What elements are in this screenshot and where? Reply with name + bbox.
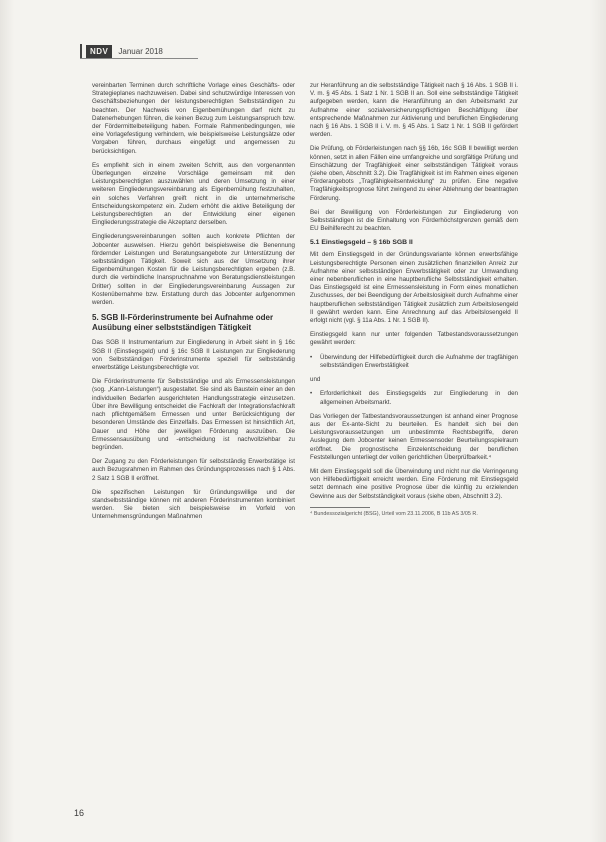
paragraph: Bei der Bewilligung von Förderleistungen zur Eingliederung von Selbstständigen ist die Einhaltung von Förderhöchstgrenzen gemäß dem EU Beihilferecht zu beachten.: [310, 208, 518, 233]
issue-date: Januar 2018: [118, 46, 163, 56]
footnote: ⁴ Bundessozialgericht (BSG), Urteil vom 23.11.2006, B 11b AS 3/05 R.: [310, 510, 478, 517]
header-rule: [80, 58, 198, 59]
paragraph: Einstiegsgeld kann nur unter folgenden Tatbestandsvoraussetzungen gewährt werden:: [310, 331, 518, 347]
right-column: [310, 82, 518, 518]
paragraph: Mit dem Einstiegsgeld soll die Überwindung und nicht nur die Verringerung von Hilfebedürftigkeit erreicht werden. Eine Förderung mit Einstiegsgeld setzt demnach eine positive Prognose über die künftig zu erzielenden Gewinne aus der Selbstständigkeit voraus (siehe oben, Abschnitt 3.2).: [310, 467, 518, 500]
ndv-logo: NDV: [86, 45, 112, 58]
header-bar: [80, 44, 82, 58]
section-heading-5: 5. SGB II-Förderinstrumente bei Aufnahme oder Ausübung einer selbstständigen Tätigkeit: [92, 313, 274, 332]
section-heading-5-1: 5.1 Einstiegsgeld – § 16b SGB II: [310, 239, 413, 247]
list-item: [310, 354, 518, 370]
list-item: [310, 390, 518, 406]
page-number: 16: [74, 808, 85, 818]
conjunction: und: [310, 376, 321, 384]
bullet-icon: •: [310, 390, 313, 398]
paragraph: Die spezifischen Leistungen für Gründungswillige und der standselbstständige können mit anderen Förderinstrumenten kombiniert werden. Sie bieten sich beispielsweise im Vorfeld von Unternehmensgründungen Maßnahmen: [92, 488, 295, 521]
paragraph: Eingliederungsvereinbarungen sollten auch konkrete Pflichten der Jobcenter auswelsen. Hierzu gehört beispielsweise die Benennung fördernder Leistungen und Beratungsangebote zur Unterstützung der selbstständigen Tätigkeit. Soweit sich aus der Umsetzung ihrer Eigenbemühungen Kosten für die Leistungsberechtigten ergeben (z.B. durch die verbindliche Inanspruchnahme von Beratungsdienstleistungen Dritter) sollten in der Eingliederungsvereinbarung Aussagen zur Kostenübernahme bzw. Erstattung durch das Jobcenter aufgenommen werden.: [92, 233, 295, 307]
prerequisite-list: [310, 390, 518, 406]
bullet-icon: •: [310, 353, 313, 361]
list-item-text: Überwindung der Hilfebedürftigkeit durch die Aufnahme der tragfähigen selbstständigen Erwerbstätigkeit: [320, 353, 518, 369]
list-item-text: Erforderlichkeit des Einstiegsgelds zur Eingliederung in den allgemeinen Arbeitsmarkt.: [320, 390, 518, 406]
paragraph: Das SGB II Instrumentarium zur Eingliederung in Arbeit sieht in § 16c SGB II (Einstiegsgeld) und § 16c SGB II Leistungen zur Eingliederung von Selbstständigen Förderinstrumente speziell für selbstständig erwerbstätige Leistungsberechtigte vor.: [92, 339, 295, 372]
paragraph: Der Zugang zu den Förderleistungen für selbstständig Erwerbstätige ist auch Bezugsrahmen im Rahmen des Gründungsprozesses nach § 1 Abs. 2 Satz 1 SGB II eröffnet.: [92, 458, 295, 482]
paragraph: Die Prüfung, ob Förderleistungen nach §§ 16b, 16c SGB II bewilligt werden können, setzt in allen Fällen eine umfangreiche und sorgfältige Prüfung und Einschätzung der Tragfähigkeit einer selbstständigen Tätigkeit voraus (siehe oben, Abschnitt 3.2). Die Tragfähigkeit ist im Rahmen eines eigenen Förderangebots „Tragfähigkeitsentwicklung“ zu prüfen. Eine negative Tragfähigkeitsprognose führt zwingend zu einer Ablehnung der beantragten Förderung.: [310, 145, 518, 202]
prerequisite-list: [310, 354, 518, 370]
paragraph: zur Heranführung an die selbstständige Tätigkeit nach § 16 Abs. 1 SGB II i. V. m. § 45 Abs. 1 Satz 1 Nr. 1 SGB II an. Soll eine selbstständige Tätigkeit aufgegeben werden, kann die Heranführung an den Arbeitsmarkt zur Aufnahme einer sozialversicherungspflichtigen Beschäftigung über entsprechende Maßnahmen zur Aktivierung und beruflichen Eingliederung nach § 16 Abs. 1 SGB II i. V. m. § 45 Abs. 1 Satz 1 Nr. 1 SGB II gefördert werden.: [310, 82, 518, 139]
paragraph: Die Förderinstrumente für Selbstständige und als Ermessensleistungen (sog. „Kann-Leistungen“) ausgestaltet. Sie sind als Baustein einer an den individuellen Bedarfen ausgerichteten Handlungsstrategie einzusetzen. Über ihre Bewilligung entscheidet die Fachkraft der Integrationsfachkraft nach pflichtgemäßem Ermessen und unter Berücksichtigung der besonderen Umstände des Einzelfalls. Das Ermessen ist hinsichtlich Art, Dauer und Höhe der jeweiligen Förderung auszuüben. Die Ermessensausübung und -entscheidung ist nachvollziehbar zu begründen.: [92, 378, 295, 451]
page-header: [80, 44, 163, 58]
paragraph: vereinbarten Terminen durch schriftliche Vorlage eines Geschäfts- oder Strategieplanes nachzuweisen. Dabei sind schutzwürdige Interessen von Geschäftsbeziehungen der leistungsberechtigten Selbstständigen zu beachten. Der Nachweis von Eigenbemühungen darf nicht zu Datenerhebungen führen, die keinen Bezug zum Leistungsanspruch bzw. der Fördermittelbeteiligung haben. Formale Rahmenbedingungen, wie eine Vorlagefestigung verhindern, wie beispielsweise Leistungsätze oder Vorgaben führen, durchaus eingefügt und angemessen zu berücksichtigen.: [92, 82, 295, 155]
paragraph: Das Vorliegen der Tatbestandsvoraussetzungen ist anhand einer Prognose aus der Ex-ante-Sicht zu beurteilen. Es handelt sich bei den Leistungsvoraussetzungen um unbestimmte Rechtsbegriffe, deren Auslegung dem Jobcenter keinen Ermessensoder Beurteilungsspielraum eröffnet. Die prognostische Einzelentscheidung der beruflichen Feststellungen unterliegt der vollen gerichtlichen Überprüfbarkeit.⁴: [310, 412, 518, 461]
paragraph: Mit dem Einstiegsgeld in der Gründungsvariante können erwerbsfähige Leistungsberechtigte Personen einen zusätzlichen finanziellen Anreiz zur Aufnahme einer selbstständigen Erwerbstätigkeit oder zur Umwandlung einer nebenberuflichen in eine hauptberufliche Selbstständigkeit erhalten. Das Einstiegsgeld ist eine Ermessensleistung in Form eines monatlichen Zuschusses, der bei Beendigung der Arbeitslosigkeit durch Aufnahme einer hauptberuflichen selbstständigen Tätigkeit zusätzlich zum Arbeitslosengeld II gewährt werden kann. Eine Anrechnung auf das Arbeitslosengeld II erfolgt nicht (vgl. § 11a Abs. 1 Nr. 1 SGB II).: [310, 251, 518, 325]
footnote-rule: [310, 507, 370, 508]
left-column: [92, 82, 295, 528]
paragraph: Es empfiehlt sich in einem zweiten Schritt, aus den vorgenannten Überlegungen einzelne Vorschläge gemeinsam mit den Leistungsberechtigten auszuwählen und deren Umsetzung in einer weiteren Eingliederungsvereinbarung als Eigenbemühung festzuhalten, ein solches Verfahren greift nicht in die unternehmerische Entscheidungskompetenz ein. Zudem erhöht die aktive Beteiligung der Leistungsberechtigten an der Entwicklung einer eigenen Eingliederungsstrategie die Akzeptanz derselben.: [92, 161, 295, 227]
